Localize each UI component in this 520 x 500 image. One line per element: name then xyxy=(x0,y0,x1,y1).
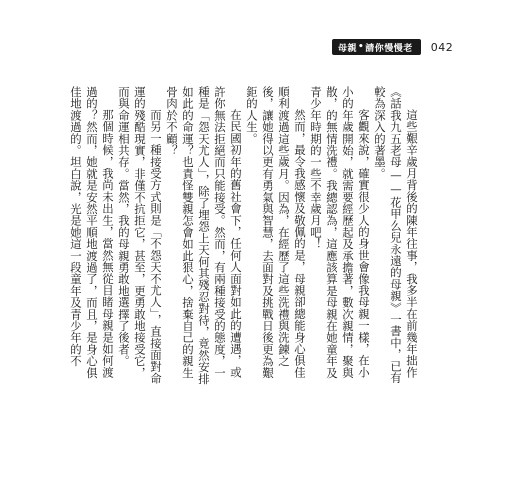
title-separator: • xyxy=(358,42,365,52)
paragraph: 在民國初年的舊社會下，任何人面對如此的遭遇，或許你無法拒絕而只能接受。然而，有兩種接受的態度，一種是「怨天尤人」，除了埋怨上天何其殘忍對待，竟然安排如此的命運？也責怪雙親怎會如此狠心，捨棄自己的親生骨肉於不顧？ xyxy=(165,86,243,385)
series-label: 母親 xyxy=(338,43,358,54)
paragraph: 那個時候，我尚未出生，當然無從目睹母親是如何渡過的？然而，她就是安然平順地渡過了，而且，是身心俱佳地渡過的。坦白說，光是她這一段童年及青少年的不 xyxy=(69,86,115,379)
running-head-banner xyxy=(332,39,421,55)
paragraph: 客觀來說，確實很少人的身世會像我母親一樣，在小小的年歲開始，就需要經歷起及承擔著，數次親情，聚與散，的無情洗禮。我總認為，這應該算是母親在她童年及青少年時期的一些不幸歲月吧！ xyxy=(309,86,371,379)
paragraph: 然而，最令我感懷及敬佩的是，母親卻總能身心俱佳順利渡過這些歲月。因為，在經歷了這些洗禮與洗鍊之後，讓她得以更有勇氣與智慧，去面對及挑戰日後更為艱鉅的人生。 xyxy=(245,86,307,379)
book-title: 請你慢慢老 xyxy=(365,43,413,54)
body-text xyxy=(69,86,420,386)
page-number: 042 xyxy=(430,40,454,54)
page-header xyxy=(332,38,453,56)
paragraph: 而另一種接受方式則是「不怨天不尤人」，直接面對命運的殘酷現實，非僅不抗拒它，甚至，更勇敢地接受它，而與命運相共存。當然，我的母親勇敢地選擇了後者。 xyxy=(117,86,163,384)
paragraph: 這些艱辛歲月背後的陳年往事，我多半在前幾年拙作《話我九五老母——花甲么兒永遠的母親》一書中，已有較為深入的著墨。 xyxy=(373,86,419,384)
